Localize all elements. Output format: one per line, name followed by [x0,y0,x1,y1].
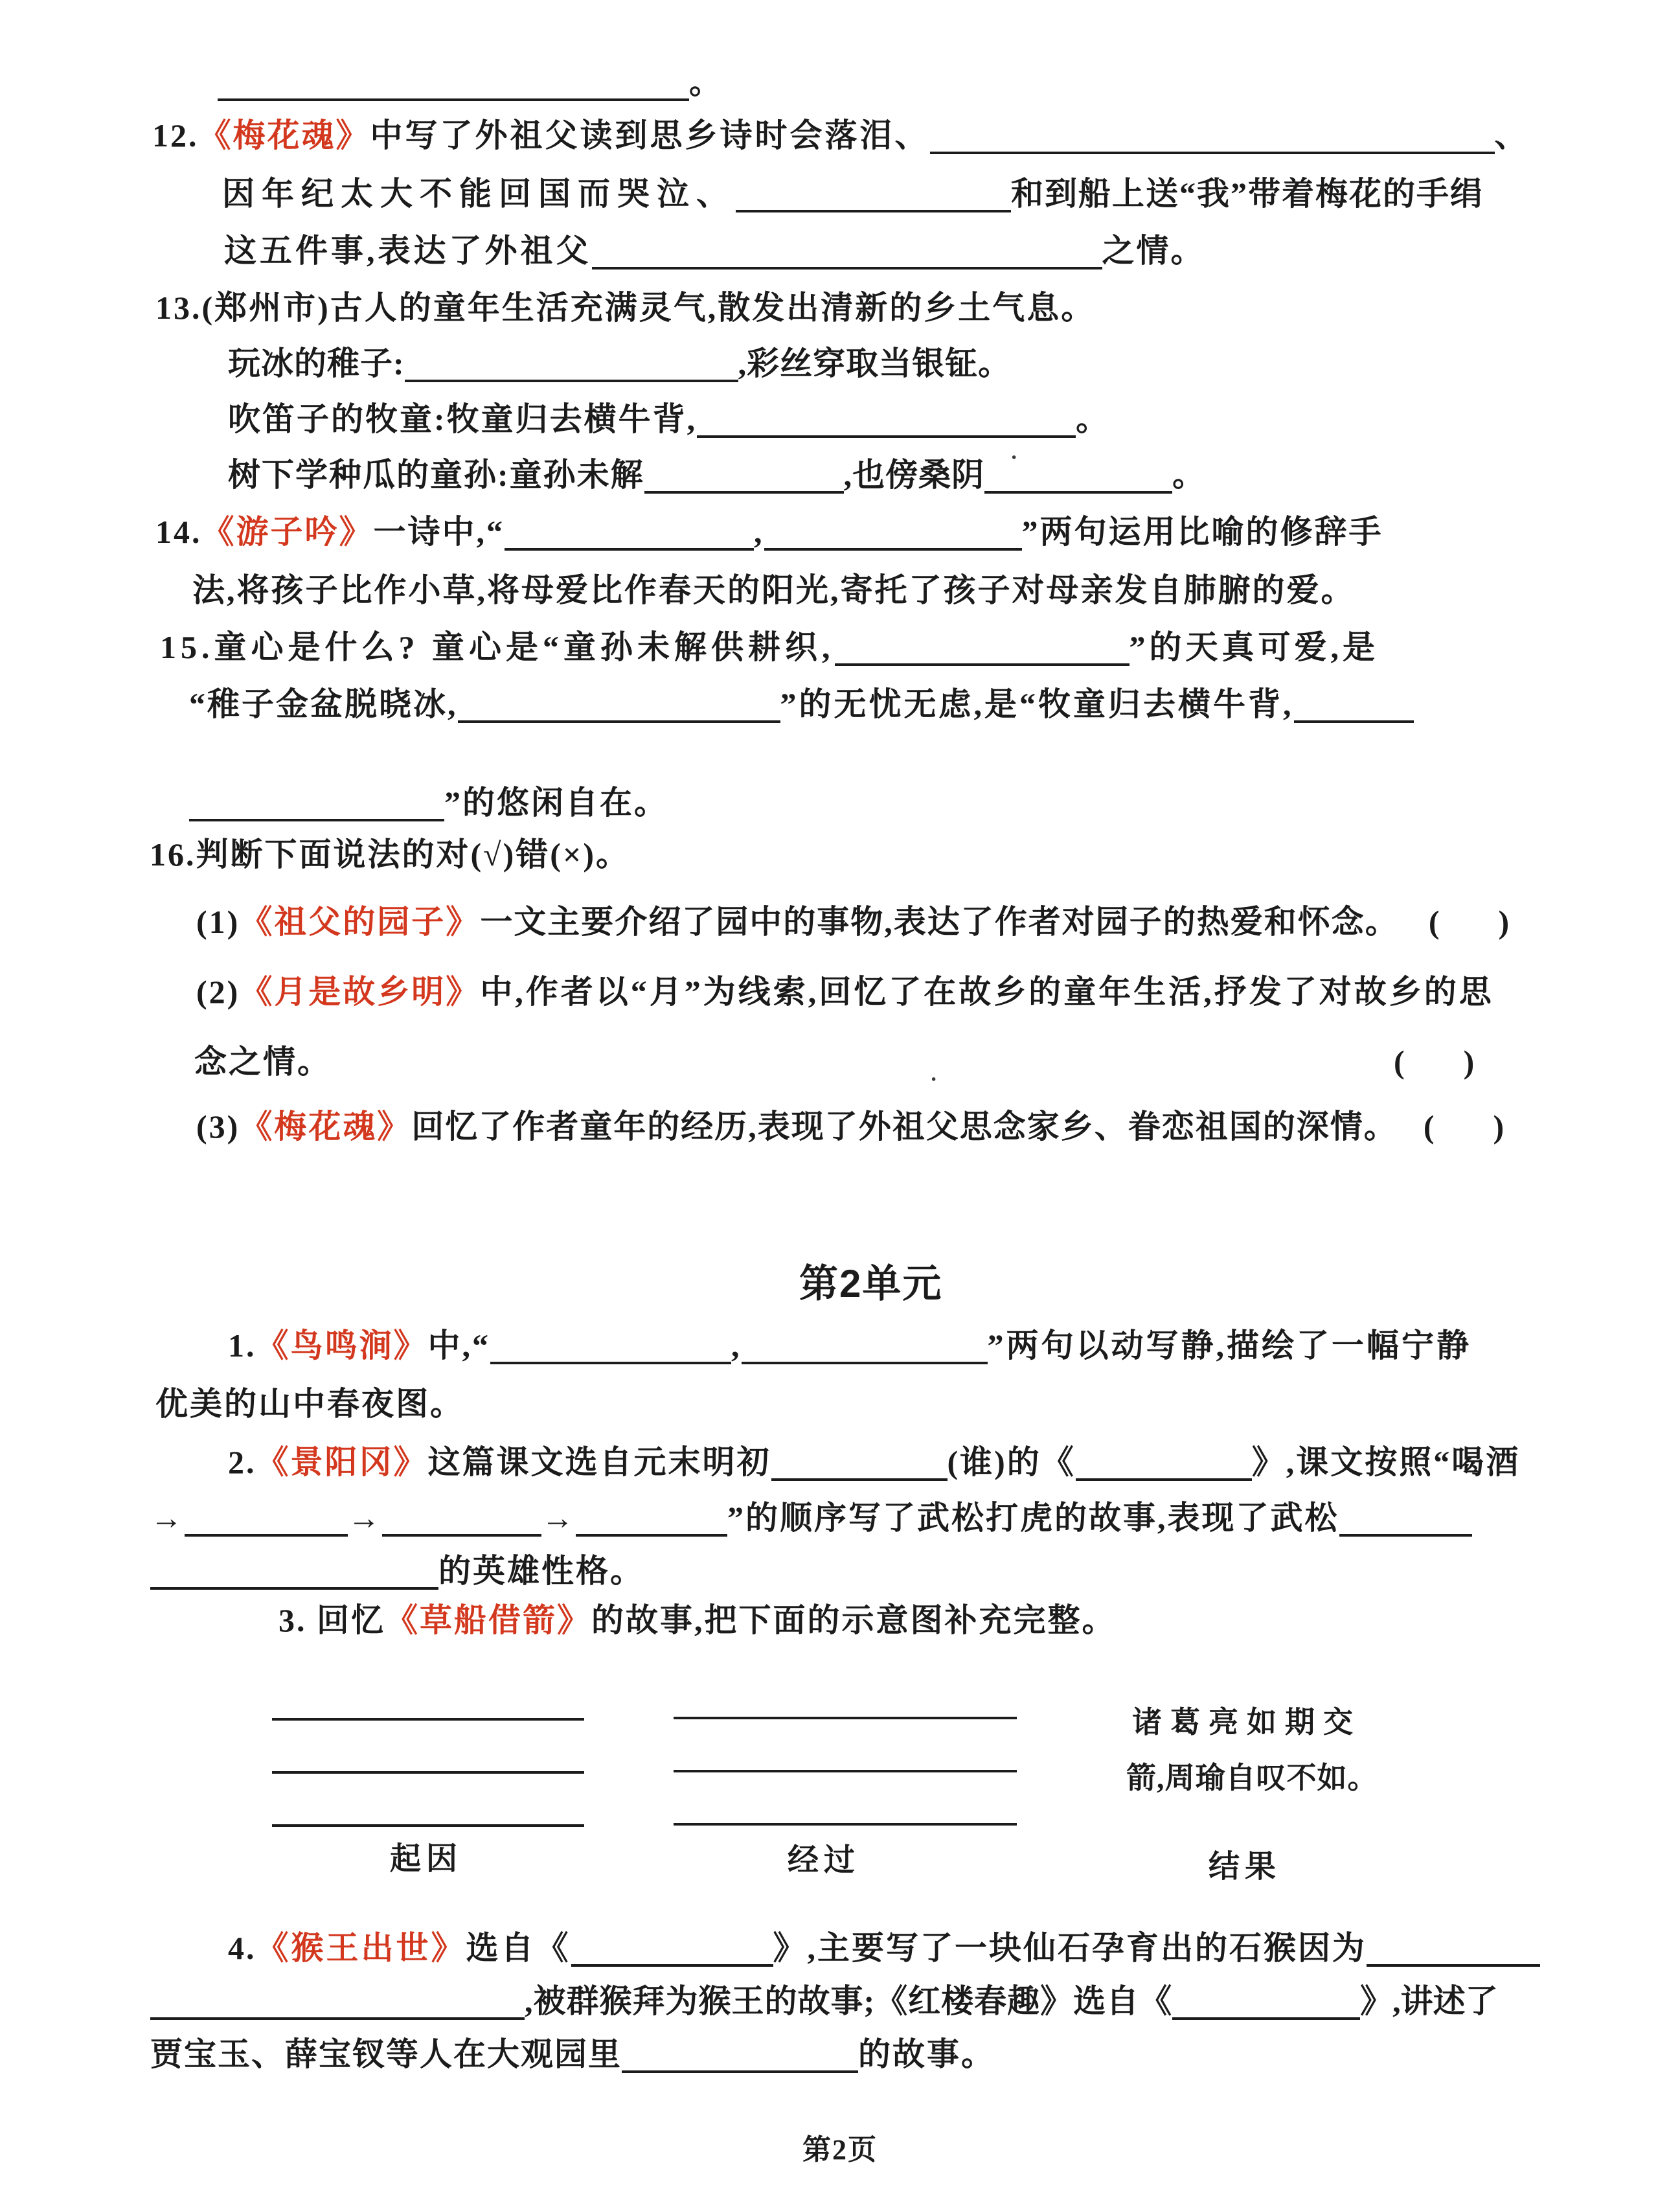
text-run: ”的悠闲自在。 [444,785,668,821]
u2q3-stem [278,1600,1117,1641]
text-run: 中,作者以“月”为线索,回忆了在故乡的童年生活,抒发了对故乡的思 [480,974,1494,1010]
answer-blank [458,688,780,723]
leftover-blank-line [218,62,723,103]
answer-blank [742,1329,988,1364]
book-title: 《祖父的园子》 [240,904,481,940]
q16-stem [150,834,630,875]
text-run: (3) [196,1108,240,1145]
text-run: 树下学种瓜的童孙:童孙未解 [228,457,644,493]
diagram-blank-rule [674,1770,1017,1772]
text-run: 一诗中,“ [373,514,505,550]
text-run: 选自《 [466,1930,571,1966]
text-run: ,也傍桑阴 [843,457,985,493]
text-run: (谁)的《 [947,1444,1076,1480]
text-run: ”的无忧无虑,是“牧童归去横牛背, [780,686,1294,722]
unit2-heading [799,1259,942,1308]
answer-blank [1076,1446,1252,1481]
text-run: ) [1493,1108,1506,1145]
text-run: 1. [228,1327,256,1364]
answer-blank [771,1446,948,1481]
text-run: 16.判断下面说法的对(√)错(×)。 [150,836,631,873]
text-run: 2. [228,1444,256,1480]
answer-blank [150,1985,525,2020]
text-run: ,被群猴拜为猴王的故事;《红楼春趣》选自《 [525,1983,1173,2019]
text-run: ,彩丝穿取当银钲。 [738,345,1012,382]
answer-blank [189,786,444,821]
answer-blank [505,516,754,551]
text-run: “稚子金盆脱晓冰, [189,686,458,722]
text-run: → [150,1500,185,1536]
book-title: 《草船借箭》 [385,1602,591,1638]
u2q2-line3 [150,1551,644,1592]
text-run: 12. [152,117,199,154]
text-run: 因年纪太大不能回国而哭泣、 [222,176,736,212]
answer-blank [1339,1502,1472,1537]
answer-blank [644,459,844,494]
text-run: ( [1428,904,1442,940]
answer-blank [405,347,738,382]
book-title: 《景阳冈》 [256,1444,428,1480]
q16-item2-line1 [196,972,1494,1013]
text-run: 的故事,把下面的示意图补充完整。 [591,1602,1117,1638]
text-run: (2) [196,974,240,1010]
text-run: 3. 回忆 [278,1602,385,1638]
scan-artifact-dot: · [930,1068,938,1092]
text-run: 吹笛子的牧童:牧童归去横牛背, [228,401,698,437]
text-run: 这五件事,表达了外祖父 [224,233,592,269]
text-run: 中写了外祖父读到思乡诗时会落泪、 [370,117,930,154]
scan-artifact-dot: · [1010,446,1018,470]
q13-line3 [228,399,1110,440]
text-run: 的故事。 [858,2036,995,2072]
u2q1-line1 [228,1325,1471,1366]
diagram-label-cause [390,1840,462,1879]
text-run: 和到船上送“我”带着梅花的手绢 [1011,176,1484,212]
book-title: 《梅花魂》 [240,1108,412,1145]
diagram-label-process [788,1841,860,1880]
answer-blank [697,403,1076,438]
u2q1-line2 [155,1384,464,1425]
answer-blank [835,631,1129,666]
answer-blank [764,516,1022,551]
text-run: ) [1463,1044,1477,1080]
diagram-result-text2 [1126,1759,1378,1797]
text-run: 13.(郑州市)古人的童年生活充满灵气,散发出清新的乡土气息。 [155,290,1096,326]
u2q4-line3 [150,2034,995,2075]
q15-line1 [160,627,1379,668]
book-title: 《游子吟》 [201,514,374,550]
diagram-blank-rule [272,1771,584,1774]
book-title: 《梅花魂》 [198,117,370,154]
book-title: 《月是故乡明》 [240,974,481,1010]
answer-blank [150,1555,438,1590]
text-run: 中,“ [427,1327,490,1364]
text-run: → [348,1500,382,1536]
q15-line2 [189,684,1414,725]
q14-line1 [155,512,1383,553]
q14-line2 [192,570,1356,611]
answer-blank [1294,688,1414,723]
text-run: 这篇课文选自元末明初 [427,1444,771,1480]
text-run: ”两句以动写静,描绘了一幅宁静 [987,1327,1471,1364]
u2q2-line2 [150,1498,1472,1539]
diagram-blank-rule [272,1718,584,1721]
text-run: 。 [1076,401,1111,437]
text-run: ( [1423,1108,1436,1145]
q12-line2 [222,174,1484,214]
text-run: 贾宝玉、薛宝钗等人在大观园里 [150,2036,622,2072]
diagram-label-result [1209,1848,1281,1886]
answer-blank [490,1329,731,1364]
text-run: 经过 [788,1843,861,1877]
book-title: 《猴王出世》 [256,1930,466,1966]
answer-blank [736,178,1011,212]
text-run: 玩冰的稚子: [228,345,405,382]
text-run: 起因 [390,1842,463,1876]
answer-blank [218,66,689,101]
answer-blank [1367,1932,1540,1967]
text-run: ”的顺序写了武松打虎的故事,表现了武松 [727,1500,1339,1536]
text-run: 。 [689,64,723,100]
u2q2-line1 [228,1442,1520,1483]
q16-item3 [196,1106,1506,1147]
q13-line2 [228,343,1011,384]
answer-blank [592,235,1102,269]
text-run: ) [1498,904,1512,940]
text-run: 。 [1172,457,1207,493]
answer-blank [930,119,1495,154]
text-run: 优美的山中春夜图。 [155,1386,464,1422]
text-run: ( [1394,1044,1407,1080]
answer-blank [576,1502,727,1537]
q15-line3 [189,783,668,823]
answer-blank [185,1502,348,1537]
q13-line4 [228,455,1207,496]
text-run: 箭,周瑜自叹不如。 [1126,1761,1378,1794]
page-number: 第2页 [802,2134,878,2166]
text-run: 诸葛亮如期交 [1132,1706,1361,1739]
u2q4-line1 [228,1928,1540,1969]
text-run: 4. [228,1930,256,1966]
answer-blank [1172,1985,1360,2020]
text-run: 第2单元 [799,1262,943,1305]
diagram-blank-rule [272,1824,584,1827]
text-run: (1) [196,904,240,940]
text-run: 之情。 [1102,233,1205,269]
text-run: 15.童心是什么? 童心是“童孙未解供耕织, [160,629,835,665]
u2q4-line2 [150,1981,1498,2022]
text-run: 回忆了作者童年的经历,表现了外祖父思念家乡、眷恋祖国的深情。 [411,1108,1398,1145]
text-run: 14. [155,514,202,550]
answer-blank [382,1502,541,1537]
text-run: 念之情。 [194,1044,332,1080]
text-run: 一文主要介绍了园中的事物,表达了作者对园子的热爱和怀念。 [480,904,1399,940]
diagram-result-text1 [1132,1704,1361,1741]
answer-blank [622,2038,858,2073]
text-run: 、 [1494,117,1529,154]
q16-item2-line2 [194,1042,1476,1083]
text-run: 》,主要写了一块仙石孕育出的石猴因为 [773,1930,1367,1966]
text-run: 》,课文按照“喝酒 [1251,1444,1521,1480]
text-run: → [541,1500,576,1536]
text-run: 法,将孩子比作小草,将母爱比作春天的阳光,寄托了孩子对母亲发自肺腑的爱。 [192,572,1356,608]
q12-line1 [152,115,1529,156]
q13-line1 [155,288,1095,328]
diagram-blank-rule [674,1823,1017,1826]
text-run: ”的天真可爱,是 [1129,629,1379,665]
text-run: 的英雄性格。 [438,1553,644,1589]
text-run: , [731,1327,742,1364]
q16-item1 [196,902,1511,943]
text-run: 结果 [1209,1850,1282,1884]
text-run: , [754,514,764,550]
text-run: ”两句运用比喻的修辞手 [1021,514,1383,550]
diagram-blank-rule [674,1717,1017,1719]
answer-blank [571,1932,773,1967]
book-title: 《鸟鸣涧》 [256,1327,428,1364]
text-run: 》,讲述了 [1360,1983,1498,2019]
q12-line3 [224,231,1205,271]
